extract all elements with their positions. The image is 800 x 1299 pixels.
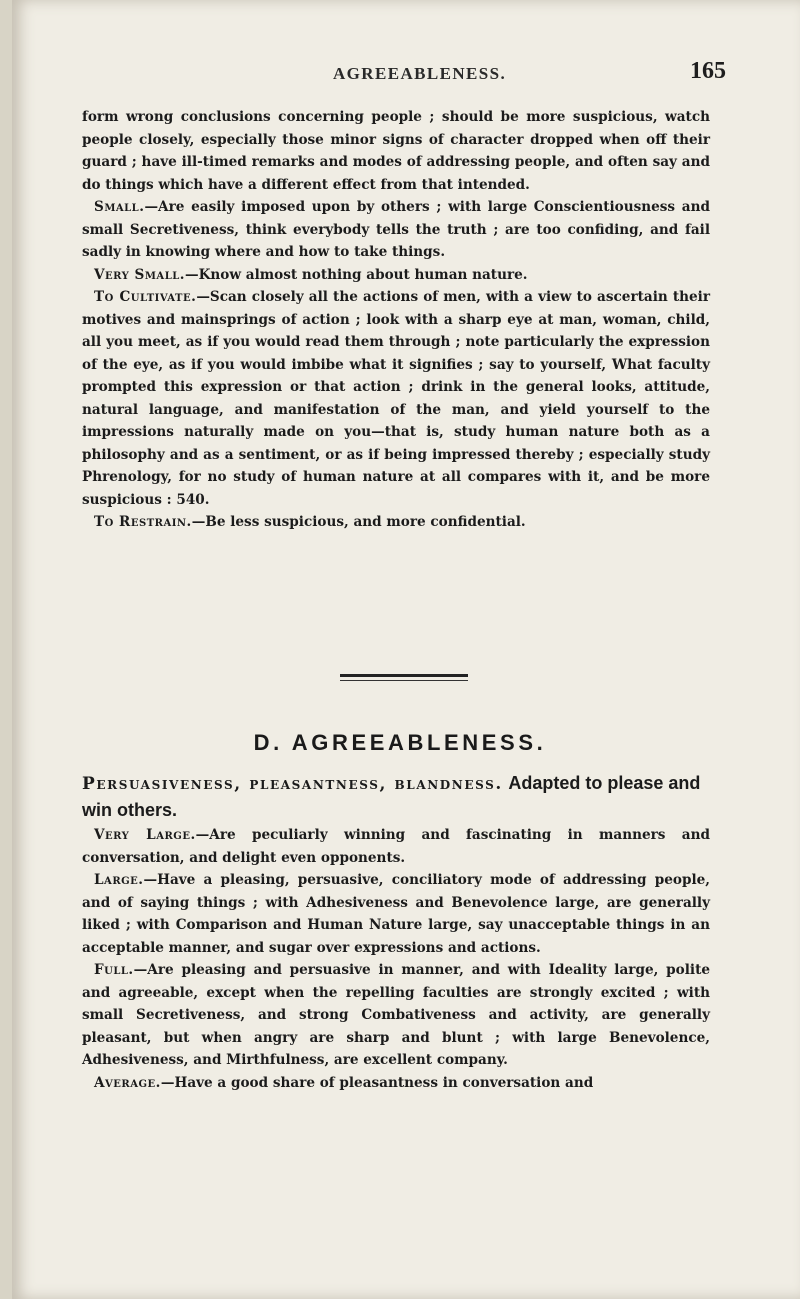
definition-plain: Adapted to please and win others. <box>82 773 701 820</box>
entry-label: Full. <box>94 962 134 978</box>
entry-label: Large. <box>94 872 144 888</box>
section-divider-thin <box>340 680 468 681</box>
cultivate-label: To Cultivate. <box>94 289 197 305</box>
restrain-label: To Restrain. <box>94 514 192 530</box>
small-paragraph <box>82 196 710 264</box>
restrain-paragraph <box>82 511 710 534</box>
restrain-text: —Be less suspicious, and more confidential. <box>191 514 526 530</box>
section-entries <box>82 824 710 1094</box>
continuation-paragraph: form wrong conclusions concerning people ; should be more suspicious, watch people closely, especially those minor signs of character dropped when off their guard ; have ill-timed remarks and modes of addressing people, and often say and do things which have a different effect from that intended. <box>82 109 710 193</box>
section-heading: D. AGREEABLENESS. <box>253 730 547 755</box>
small-label: Small. <box>94 199 145 215</box>
entry-text: —Have a pleasing, persuasive, conciliatory mode of addressing people, and of saying things ; with Adhesiveness and Benevolence large, are generally liked ; with Comparison and Human Nature large, say unacceptable things in an acceptable manner, and sugar over expressions and actions. <box>82 872 710 956</box>
entry-text: —Are pleasing and persuasive in manner, and with Ideality large, polite and agreeable, except when the repelling faculties are strongly excited ; with small Secretiveness, and strong Combativeness and activity, are generally pleasant, but when angry are sharp and blunt ; with large Benevolence, Adhesiveness, and Mirthfulness, are excellent company. <box>82 962 710 1068</box>
page-number: 165 <box>690 58 726 84</box>
running-head-title: AGREEABLENESS. <box>333 64 507 83</box>
very-small-label: Very Small. <box>94 266 185 283</box>
section-divider-thick <box>340 674 468 677</box>
entry-large <box>82 869 710 959</box>
definition-caps: Persuasiveness, pleasantness, blandness. <box>82 774 503 794</box>
running-head <box>0 58 800 102</box>
entry-label: Average. <box>94 1074 161 1091</box>
entry-text: —Are peculiarly winning and fascinating in manners and conversation, and delight even opponents. <box>82 827 710 866</box>
cultivate-text: —Scan closely all the actions of men, with a view to ascertain their motives and mainsprings of action ; look with a sharp eye at man, woman, child, all you meet, as if you would read them through ; note particularly the expression of the eye, as if you would imbibe what it signifies ; say to yourself, What faculty prompted this expression or that action ; drink in the general looks, attitude, natural language, and manifestation of the man, and yield yourself to the impressions naturally made on you—that is, study human nature both as a philosophy and as a sentiment, or as if being impressed thereby ; especially study Phrenology, for no study of human nature at all compares with it, and be more suspicious : 540. <box>82 289 710 508</box>
very-small-paragraph <box>82 264 710 287</box>
small-text: —Are easily imposed upon by others ; with large Conscientiousness and small Secretiveness, think everybody tells the truth ; are too confiding, and fail sadly in knowing where and how to take things. <box>82 199 710 260</box>
entry-label: Very Large. <box>94 827 196 843</box>
very-small-text: —Know almost nothing about human nature. <box>184 266 528 283</box>
section-definition <box>82 770 712 824</box>
entry-average <box>82 1072 710 1095</box>
top-section <box>82 106 710 534</box>
entry-very-large <box>82 824 710 869</box>
entry-text: —Have a good share of pleasantness in conversation and <box>160 1074 594 1091</box>
cultivate-paragraph <box>82 286 710 511</box>
entry-full <box>82 959 710 1072</box>
